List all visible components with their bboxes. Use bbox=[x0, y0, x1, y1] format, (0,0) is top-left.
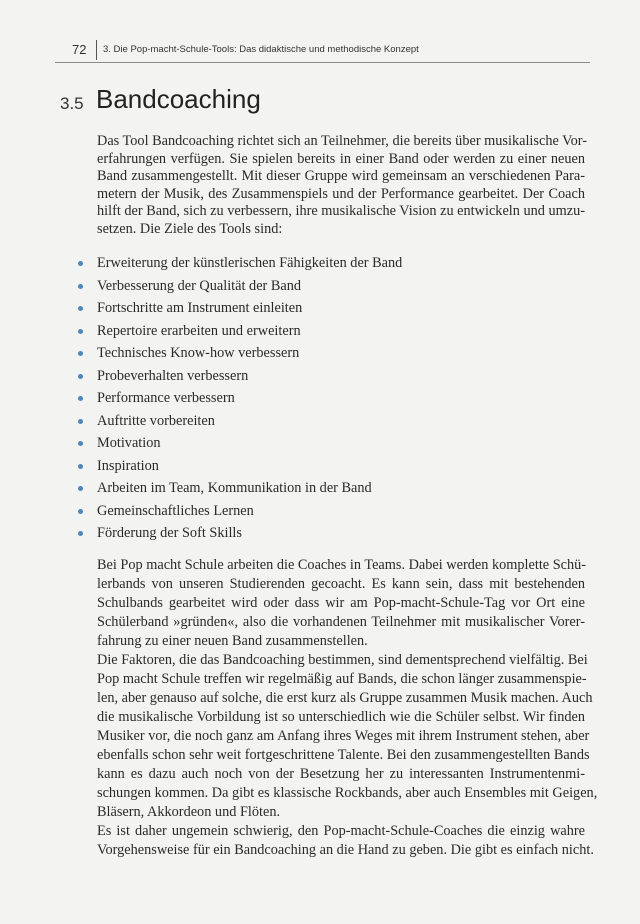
section-title: Bandcoaching bbox=[96, 84, 261, 114]
list-item-text: Auftritte vorbereiten bbox=[97, 412, 215, 429]
text-line: hilft der Band, sich zu verbessern, ihre musikalische Vision zu entwickeln und umzu- bbox=[97, 203, 586, 219]
list-item-text: Gemeinschaftliches Lernen bbox=[97, 502, 254, 519]
list-item bbox=[97, 432, 402, 455]
list-item bbox=[97, 297, 402, 320]
text-line: ebenfalls schon sehr weit fortgeschrittene Talente. Bei den zusammengestellten Bands bbox=[97, 747, 590, 763]
bullet-icon bbox=[78, 261, 83, 266]
bullet-icon bbox=[78, 441, 83, 446]
text-line: lerbands von unseren Studierenden gecoacht. Es kann sein, dass mit bestehenden bbox=[97, 576, 585, 592]
text-line: schungen kommen. Da gibt es klassische Rockbands, aber auch Ensembles mit Geigen, bbox=[97, 785, 598, 801]
text-line: Bläsern, Akkordeon und Flöten. bbox=[97, 804, 281, 820]
chapter-title: 3. Die Pop-macht-Schule-Tools: Das didaktische und methodische Konzept bbox=[103, 44, 419, 55]
text-line: setzen. Die Ziele des Tools sind: bbox=[97, 220, 283, 237]
list-item-text: Repertoire erarbeiten und erweitern bbox=[97, 322, 301, 339]
page-number: 72 bbox=[72, 42, 87, 57]
text-line: Bei Pop macht Schule arbeiten die Coaches in Teams. Dabei werden komplette Schü- bbox=[97, 557, 587, 573]
text-line: Schülerband »gründen«, also die vorhandenen Teilnehmer mit musikalischer Vorer- bbox=[97, 614, 585, 630]
intro-paragraph bbox=[97, 133, 585, 238]
bullet-icon bbox=[78, 284, 83, 289]
text-line: fahrung zu einer neuen Band zusammenstellen. bbox=[97, 633, 368, 649]
list-item bbox=[97, 500, 402, 523]
goals-list bbox=[97, 252, 402, 545]
list-item-text: Erweiterung der künstlerischen Fähigkeiten der Band bbox=[97, 255, 403, 271]
running-header bbox=[55, 38, 590, 63]
text-line: len, aber genauso auf solche, die erst kurz als Gruppe zusammen Musik machen. Auch bbox=[97, 690, 593, 706]
list-item bbox=[97, 477, 402, 500]
text-line: Es ist daher ungemein schwierig, den Pop-macht-Schule-Coaches die einzig wahre bbox=[97, 823, 585, 839]
list-item bbox=[97, 522, 402, 545]
list-item bbox=[97, 455, 402, 478]
list-item bbox=[97, 387, 402, 410]
bullet-icon bbox=[78, 374, 83, 379]
body-text bbox=[97, 556, 598, 860]
bullet-icon bbox=[78, 486, 83, 491]
list-item-text: Technisches Know-how verbessern bbox=[97, 345, 300, 361]
list-item bbox=[97, 320, 402, 343]
text-line: metern der Musik, des Zusammenspiels und der Performance gearbeitet. Der Coach bbox=[97, 185, 585, 202]
bullet-icon bbox=[78, 306, 83, 311]
list-item-text: Verbesserung der Qualität der Band bbox=[97, 277, 302, 294]
text-line: Schulbands gearbeitet wird oder dass wir am Pop-macht-Schule-Tag vor Ort eine bbox=[97, 595, 585, 611]
text-line: Vorgehensweise für ein Bandcoaching an die Hand zu geben. Die gibt es einfach nicht. bbox=[97, 842, 594, 858]
list-item bbox=[97, 252, 402, 275]
list-item bbox=[97, 410, 402, 433]
list-item-text: Performance verbessern bbox=[97, 390, 235, 406]
section-number: 3.5 bbox=[60, 94, 84, 113]
text-line: Musiker vor, die noch ganz am Anfang ihres Weges mit ihrem Instrument stehen, aber bbox=[97, 728, 590, 744]
list-item-text: Arbeiten im Team, Kommunikation in der Band bbox=[97, 480, 372, 496]
text-line: Die Faktoren, die das Bandcoaching bestimmen, sind dementsprechend vielfältig. Bei bbox=[97, 652, 588, 668]
list-item-text: Motivation bbox=[97, 435, 161, 451]
bullet-icon bbox=[78, 351, 83, 356]
bullet-icon bbox=[78, 509, 83, 514]
list-item-text: Inspiration bbox=[97, 457, 159, 474]
bullet-icon bbox=[78, 464, 83, 469]
text-line: erfahrungen verfügen. Sie spielen bereits in einer Band oder werden zu einer neuen bbox=[97, 150, 585, 167]
text-line: kann es dazu auch noch von der Besetzung her zu interessanten Instrumentenmi- bbox=[97, 766, 585, 782]
list-item bbox=[97, 275, 402, 298]
list-item bbox=[97, 342, 402, 365]
bullet-icon bbox=[78, 531, 83, 536]
bullet-icon bbox=[78, 329, 83, 334]
header-separator bbox=[96, 40, 97, 60]
list-item-text: Fortschritte am Instrument einleiten bbox=[97, 300, 303, 316]
list-item bbox=[97, 365, 402, 388]
list-item-text: Förderung der Soft Skills bbox=[97, 525, 242, 541]
bullet-icon bbox=[78, 396, 83, 401]
list-item-text: Probeverhalten verbessern bbox=[97, 367, 249, 384]
text-line: Das Tool Bandcoaching richtet sich an Teilnehmer, die bereits über musikalische Vor- bbox=[97, 133, 587, 149]
bullet-icon bbox=[78, 419, 83, 424]
text-line: die musikalische Vorbildung ist so unterschiedlich wie die Schüler selbst. Wir finden bbox=[97, 709, 585, 725]
text-line: Pop macht Schule treffen wir regelmäßig auf Bands, die schon länger zusammenspie- bbox=[97, 671, 587, 687]
text-line: Band zusammengestellt. Mit dieser Gruppe wird gemeinsam an verschiedenen Para- bbox=[97, 168, 585, 184]
